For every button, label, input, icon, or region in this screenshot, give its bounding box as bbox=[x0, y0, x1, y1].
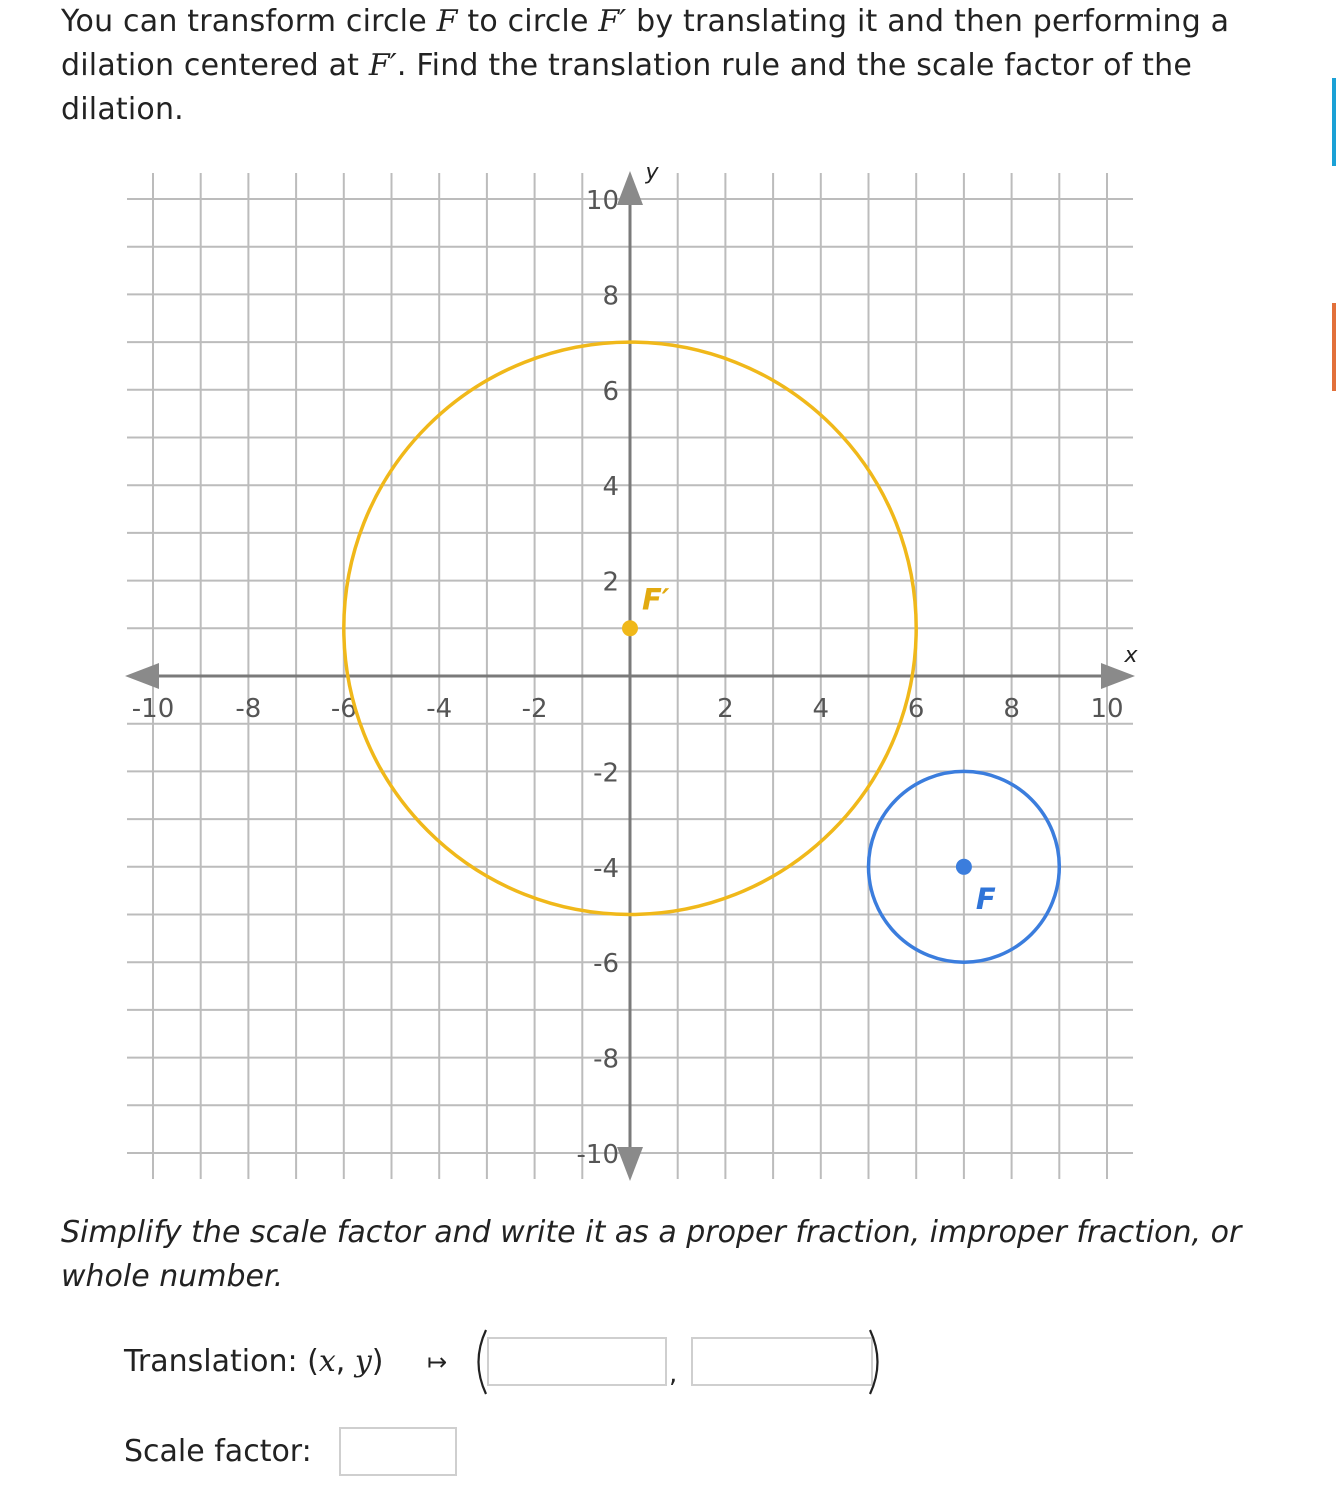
translation-label-text: Translation: bbox=[124, 1344, 308, 1379]
translation-y-input[interactable] bbox=[691, 1337, 873, 1386]
translation-lparen: ( bbox=[307, 1344, 319, 1379]
prompt-text-2: to circle bbox=[457, 4, 599, 39]
scale-factor-input[interactable] bbox=[339, 1427, 457, 1476]
translation-label bbox=[124, 1338, 384, 1386]
y-tick-label: 10 bbox=[585, 186, 619, 216]
x-tick-label: -6 bbox=[330, 694, 357, 724]
prompt-circle-f: F bbox=[436, 4, 458, 39]
y-tick-label: -4 bbox=[593, 853, 619, 884]
x-tick-label: -2 bbox=[521, 694, 548, 724]
translation-rparen: ) bbox=[371, 1344, 384, 1379]
y-axis-label: y bbox=[645, 160, 659, 185]
maps-to-arrow-icon: ↦ bbox=[427, 1348, 448, 1376]
translation-y-var: y bbox=[354, 1344, 372, 1379]
translation-x-var: x bbox=[318, 1344, 336, 1379]
y-tick-label: 2 bbox=[602, 567, 619, 598]
scale-factor-label: Scale factor: bbox=[124, 1434, 312, 1469]
prompt-text-4: . Find the translation rule and the scale factor of the dilation. bbox=[61, 48, 1192, 127]
y-tick-label: -8 bbox=[593, 1044, 619, 1075]
prompt-dilation-center: F′ bbox=[368, 48, 397, 83]
x-tick-label: 2 bbox=[717, 694, 734, 724]
x-tick-label: -4 bbox=[426, 694, 453, 724]
x-tick-label: -8 bbox=[235, 694, 262, 724]
y-tick-label: -2 bbox=[593, 758, 619, 789]
x-axis-left-arrow-icon bbox=[125, 663, 159, 689]
circle-f-prime-label: F′ bbox=[642, 582, 670, 617]
prompt-circle-f-prime: F′ bbox=[598, 4, 627, 39]
prompt-text-3: by translating it and then performing a dilation centered at bbox=[61, 4, 1230, 83]
x-tick-label: 6 bbox=[907, 694, 925, 724]
y-tick-label: -10 bbox=[576, 1140, 619, 1170]
right-paren-icon bbox=[866, 1326, 888, 1398]
y-axis-up-arrow-icon bbox=[617, 171, 643, 205]
y-tick-label: 4 bbox=[602, 472, 619, 503]
x-tick-label: 8 bbox=[1003, 694, 1020, 724]
circle-f-center-point bbox=[956, 859, 972, 875]
x-tick-label: 4 bbox=[812, 694, 830, 724]
circle-f-label: F bbox=[975, 881, 996, 916]
x-axis-label: x bbox=[1124, 643, 1138, 668]
y-axis-down-arrow-icon bbox=[617, 1147, 643, 1181]
y-tick-label: -6 bbox=[593, 949, 619, 980]
x-tick-label: 10 bbox=[1090, 694, 1124, 724]
circle-f-prime-center-point bbox=[622, 620, 638, 636]
translation-x-input[interactable] bbox=[487, 1337, 667, 1386]
y-tick-label: 8 bbox=[602, 281, 619, 312]
scale-instruction: Simplify the scale factor and write it as a proper fraction, improper fraction, or whole number. bbox=[61, 1215, 1242, 1294]
translation-separator: , bbox=[669, 1359, 678, 1389]
x-tick-label: -10 bbox=[131, 694, 175, 724]
prompt-text-1: You can transform circle bbox=[61, 4, 437, 39]
translation-comma: , bbox=[335, 1344, 355, 1379]
y-tick-label: 6 bbox=[602, 376, 619, 407]
